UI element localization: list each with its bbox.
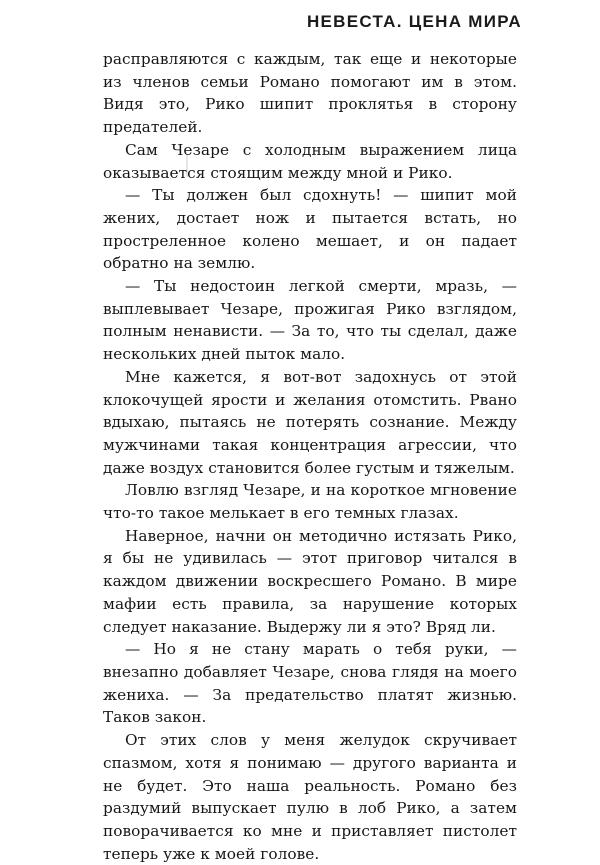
paragraph: — Ты недостоин легкой смерти, мразь, — выплевывает Чезаре, прожигая Рико взглядом, полным ненависти. — За то, что ты сделал, даже нескольких дней пыток мало. bbox=[103, 277, 517, 364]
paragraph: — Но я не стану марать о тебя руки, — внезапно добавляет Чезаре, снова глядя на моего жениха. — За предательство платят жизнью. Таков закон. bbox=[103, 640, 517, 727]
paragraph: расправляются с каждым, так еще и некоторые из членов семьи Романо помогают им в этом. Видя это, Рико шипит проклятья в сторону предателей. bbox=[103, 50, 517, 137]
paragraph: Наверное, начни он методично истязать Рико, я бы не удивилась — этот приговор читался в каждом движении воскресшего Романо. В мире мафии есть правила, за нарушение которых следует наказание. Выдержу ли я это? Вряд ли. bbox=[103, 526, 517, 636]
paragraph: Сам Чезаре с холодным выражением лица оказывается стоящим между мной и Рико. bbox=[103, 140, 517, 182]
paragraph: Ловлю взгляд Чезаре, и на короткое мгновение что-то такое мелькает в его темных глазах. bbox=[103, 481, 517, 523]
running-header-title: НЕВЕСТА. ЦЕНА МИРА bbox=[306, 12, 522, 31]
paragraph: — Ты должен был сдохнуть! — шипит мой жених, достает нож и пытается встать, но простреленное колено мешает, и он падает обратно на землю. bbox=[103, 186, 517, 273]
paragraph: Мне кажется, я вот-вот задохнусь от этой клокочущей ярости и желания отомстить. Рвано вдыхаю, пытаясь не потерять сознание. Между мужчинами такая концентрация агрессии, что даже воздух становится более густым и тяжелым. bbox=[103, 367, 517, 477]
paragraph: От этих слов у меня желудок скручивает спазмом, хотя я понимаю — другого варианта и не будет. Это наша реальность. Романо без раздумий выпускает пулю в лоб Рико, а затем поворачивается ко мне и приставляет пистолет теперь уже к моей голове. bbox=[103, 731, 517, 863]
page-text-body bbox=[103, 48, 517, 865]
